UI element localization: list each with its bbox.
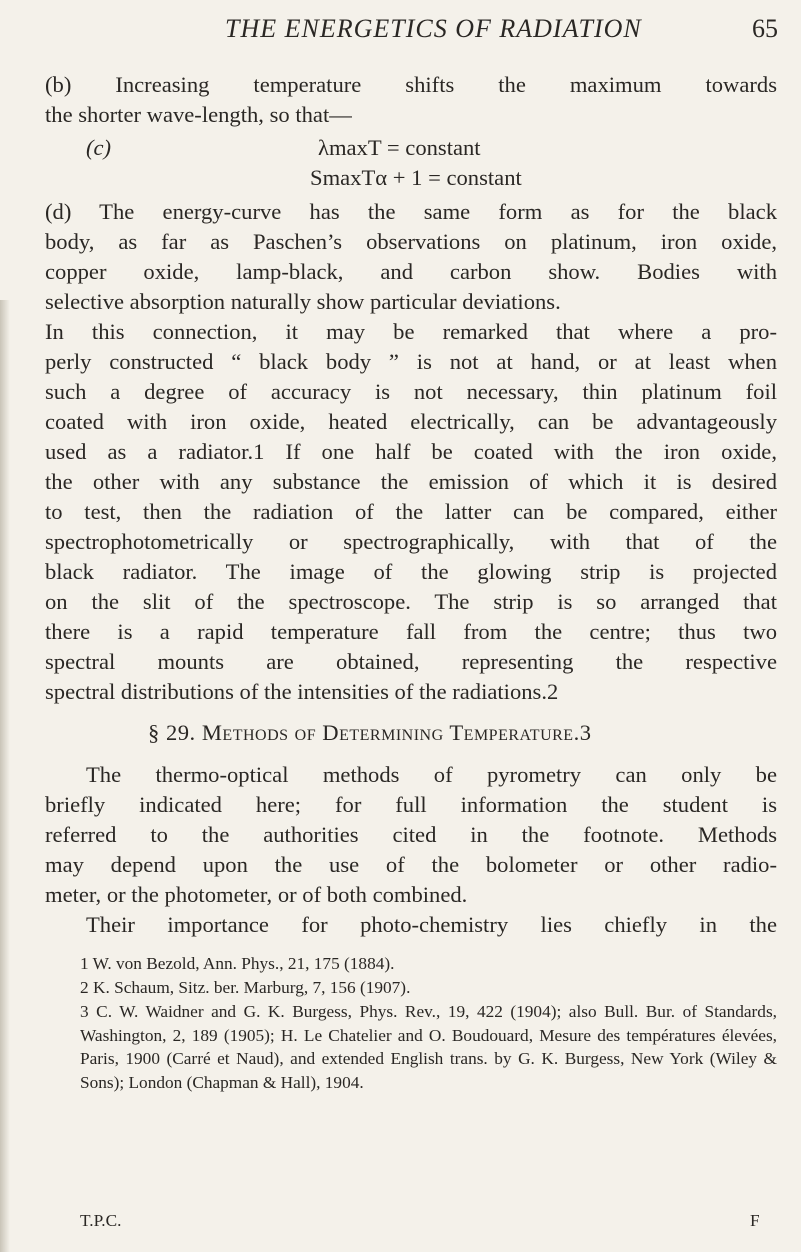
paragraph-thermo-line-1: The thermo-optical methods of pyrometry can only be [86,762,777,787]
paragraph-connection-line-7: to test, then the radiation of the latter can be compared, either [45,499,777,524]
paragraph-connection-line-1: In this connection, it may be remarked that where a pro- [45,319,777,344]
page-number: 65 [752,14,778,43]
gathering-letter: F [750,1211,760,1230]
paragraph-thermo-line-2: briefly indicated here; for full information the student is [45,792,777,817]
paragraph-connection-line-9: black radiator. The image of the glowing strip is projected [45,559,777,584]
paragraph-connection-line-12: spectral mounts are obtained, representing the respective [45,649,777,674]
paragraph-d-line-4: selective absorption naturally show particular deviations. [45,289,561,314]
printer-signature: T.P.C. [80,1211,122,1230]
paragraph-connection-line-10: on the slit of the spectroscope. The strip is so arranged that [45,589,777,614]
paragraph-d-line-2: body, as far as Paschen’s observations on platinum, iron oxide, [45,229,777,254]
paragraph-connection-line-6: the other with any substance the emission of which it is desired [45,469,777,494]
paragraph-b-line-2: the shorter wave-length, so that— [45,102,352,127]
equation-max-intensity: SmaxTα + 1 = constant [310,165,522,190]
paragraph-importance-line-1: Their importance for photo-chemistry lies chiefly in the [86,912,777,937]
paragraph-connection-line-8: spectrophotometrically or spectrographically, with that of the [45,529,777,554]
paragraph-connection-line-5: used as a radiator.1 If one half be coated with the iron oxide, [45,439,777,464]
paragraph-connection-line-4: coated with iron oxide, heated electrically, can be advantageously [45,409,777,434]
paragraph-d-line-3: copper oxide, lamp-black, and carbon show. Bodies with [45,259,777,284]
paragraph-connection-line-3: such a degree of accuracy is not necessary, thin platinum foil [45,379,777,404]
equation-wien-displacement: λmaxT = constant [318,135,481,160]
section-heading: § 29. Methods of Determining Temperature.3 [148,720,592,745]
line-text: (b) Increasing temperature shifts the maximum towards [45,72,777,97]
paragraph-d-line-1: (d) The energy-curve has the same form as for the black [45,199,777,224]
footnote-3: 3 C. W. Waidner and G. K. Burgess, Phys. Rev., 19, 422 (1904); also Bull. Bur. of Standards, Washington, 2, 189 (1905); H. Le Chatelier and O. Boudouard, Mesure des températures élevées, Paris, 1900 (Carré et Naud), and extended English trans. by G. K. Burgess, New York (Wiley & Sons); London (Chapman & Hall), 1904. [80,1002,777,1092]
paragraph-connection-line-13: spectral distributions of the intensities of the radiations.2 [45,679,559,704]
paragraph-thermo-line-3: referred to the authorities cited in the footnote. Methods [45,822,777,847]
paragraph-thermo-line-4: may depend upon the use of the bolometer or other radio- [45,852,777,877]
running-title: THE ENERGETICS OF RADIATION [225,14,642,43]
paragraph-connection-line-2: perly constructed “ black body ” is not at hand, or at least when [45,349,777,374]
page-gutter-shadow [0,300,10,1252]
paragraph-b-line-1 [45,70,777,100]
footnote-1: 1 W. von Bezold, Ann. Phys., 21, 175 (1884). [80,954,395,973]
equation-c-label: (c) [86,135,112,160]
paragraph-thermo-line-5: meter, or the photometer, or of both combined. [45,882,468,907]
footnote-2: 2 K. Schaum, Sitz. ber. Marburg, 7, 156 (1907). [80,978,411,997]
paragraph-connection-line-11: there is a rapid temperature fall from the centre; thus two [45,619,777,644]
